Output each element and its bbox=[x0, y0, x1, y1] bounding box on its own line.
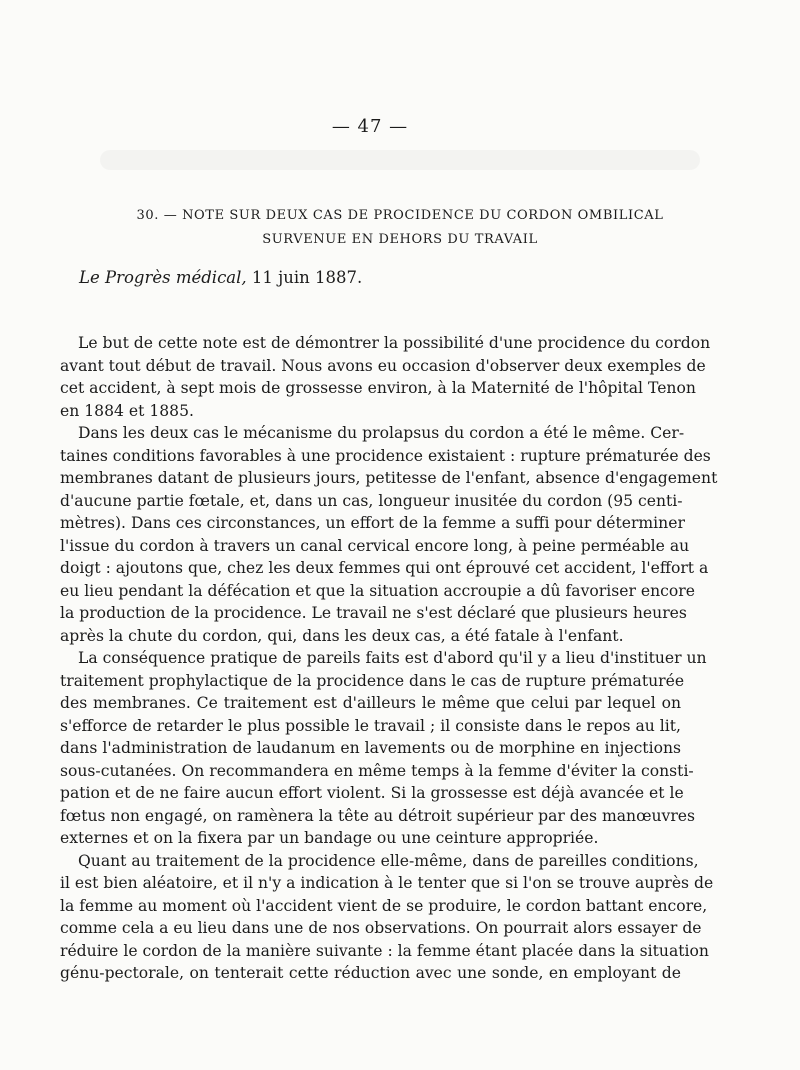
title-line-1: 30. — NOTE SUR DEUX CAS DE PROCIDENCE DU CORDON OMBILICAL bbox=[136, 208, 664, 223]
source-date: 11 juin 1887. bbox=[251, 268, 363, 287]
text-line: cet accident, à sept mois de grossesse environ, à la Maternité de l'hôpital Tenon bbox=[60, 379, 696, 397]
article-body bbox=[60, 332, 718, 985]
paragraph bbox=[60, 647, 707, 850]
text-line: comme cela a eu lieu dans une de nos observations. On pourrait alors essayer de bbox=[60, 919, 702, 937]
source-citation bbox=[79, 268, 362, 287]
text-line: après la chute du cordon, qui, dans les deux cas, a été fatale à l'enfant. bbox=[60, 626, 624, 645]
text-line: Le but de cette note est de démontrer la possibilité d'une procidence du cordon bbox=[78, 334, 711, 352]
text-line: membranes datant de plusieurs jours, petitesse de l'enfant, absence d'engagement bbox=[60, 469, 718, 487]
paragraph bbox=[60, 850, 714, 985]
text-line: l'issue du cordon à travers un canal cervical encore long, à peine perméable au bbox=[60, 536, 690, 555]
source-journal: Le Progrès médical, bbox=[79, 268, 247, 287]
text-line: il est bien aléatoire, et il n'y a indication à le tenter que si l'on se trouve auprès de bbox=[60, 874, 714, 892]
text-line: en 1884 et 1885. bbox=[60, 401, 194, 420]
text-line: eu lieu pendant la défécation et que la situation accroupie a dû favoriser encore bbox=[60, 581, 695, 600]
text-line: fœtus non engagé, on ramènera la tête au détroit supérieur par des manœuvres bbox=[60, 806, 696, 825]
text-line: dans l'administration de laudanum en lavements ou de morphine en injections bbox=[60, 739, 681, 757]
text-line: Quant au traitement de la procidence elle-même, dans de pareilles conditions, bbox=[78, 851, 699, 870]
paragraph bbox=[60, 422, 718, 647]
paper-stain bbox=[100, 150, 700, 170]
text-line: d'aucune partie fœtale, et, dans un cas, longueur inusitée du cordon (95 centi- bbox=[60, 491, 683, 510]
article-title bbox=[60, 204, 740, 252]
text-line: des membranes. Ce traitement est d'ailleurs le même que celui par lequel on bbox=[60, 694, 681, 712]
text-line: externes et on la fixera par un bandage ou une ceinture appropriée. bbox=[60, 829, 599, 847]
text-line: la femme au moment où l'accident vient de se produire, le cordon battant encore, bbox=[60, 896, 708, 915]
text-line: s'efforce de retarder le plus possible le travail ; il consiste dans le repos au lit, bbox=[60, 716, 681, 735]
text-line: taines conditions favorables à une procidence existaient : rupture prématurée des bbox=[60, 446, 711, 465]
text-line: mètres). Dans ces circonstances, un effort de la femme a suffi pour déterminer bbox=[60, 514, 685, 532]
title-line-2: SURVENUE EN DEHORS DU TRAVAIL bbox=[262, 232, 538, 247]
text-line: doigt : ajoutons que, chez les deux femmes qui ont éprouvé cet accident, l'effort a bbox=[60, 559, 709, 577]
paragraph bbox=[60, 332, 711, 422]
text-line: la production de la procidence. Le travail ne s'est déclaré que plusieurs heures bbox=[60, 604, 687, 622]
text-line: traitement prophylactique de la procidence dans le cas de rupture prématurée bbox=[60, 671, 685, 690]
text-line: Dans les deux cas le mécanisme du prolapsus du cordon a été le même. Cer- bbox=[78, 424, 685, 442]
text-line: avant tout début de travail. Nous avons eu occasion d'observer deux exemples de bbox=[60, 356, 706, 375]
page-number: — 47 — bbox=[331, 116, 409, 137]
text-line: sous-cutanées. On recommandera en même temps à la femme d'éviter la consti- bbox=[60, 761, 694, 780]
text-line: pation et de ne faire aucun effort violent. Si la grossesse est déjà avancée et le bbox=[60, 784, 684, 802]
text-line: La conséquence pratique de pareils faits est d'abord qu'il y a lieu d'instituer un bbox=[78, 649, 707, 667]
text-line: réduire le cordon de la manière suivante : la femme étant placée dans la situation bbox=[60, 941, 709, 960]
text-line: génu-pectorale, on tenterait cette réduction avec une sonde, en employant de bbox=[60, 964, 681, 982]
